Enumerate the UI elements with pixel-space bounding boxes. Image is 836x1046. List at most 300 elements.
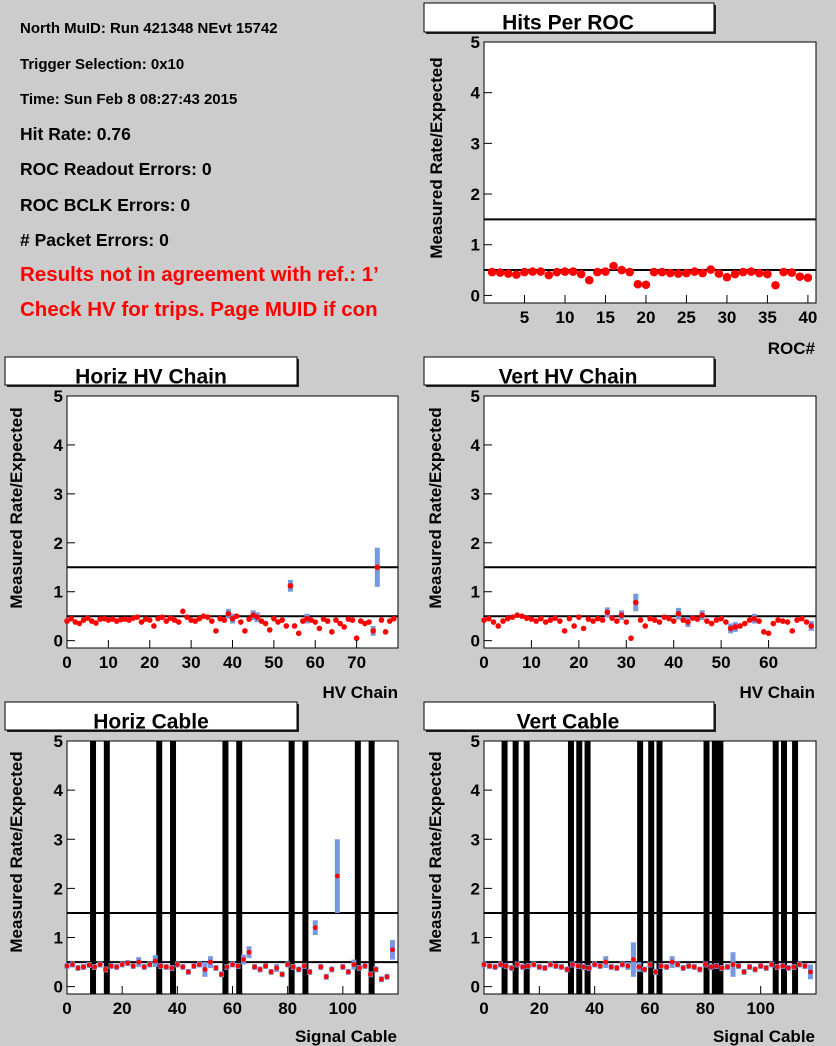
data-point [375,564,381,570]
data-point [585,276,594,285]
data-point [213,628,219,634]
x-tick-label: 100 [746,999,775,1018]
data-point [728,626,734,632]
data-point [733,624,739,630]
y-tick-label: 4 [470,435,480,455]
x-axis-label: HV Chain [739,683,815,702]
data-point [779,268,788,277]
data-point [114,965,119,970]
data-point [675,962,680,967]
y-tick-label: 3 [470,134,480,154]
data-point [267,627,273,633]
agreement-warning: Results not in agreement with ref.: 1’ [20,263,379,286]
data-point [742,621,748,627]
x-tick-label: 60 [759,653,779,672]
data-point [720,966,725,971]
x-tick-label: 50 [264,653,284,672]
x-tick-label: 20 [140,653,160,672]
data-point [504,964,509,969]
data-point [595,616,601,622]
data-point [764,966,769,971]
data-point [147,617,153,623]
data-point [565,967,570,972]
data-point [664,965,669,970]
data-point [246,616,252,622]
masked-channel-band [637,741,643,994]
data-point [221,617,227,623]
data-point [576,964,581,969]
data-point [92,965,97,970]
data-point [208,960,213,965]
data-point [496,268,505,277]
data-point [515,962,520,967]
data-point [628,635,634,641]
data-point [512,270,521,279]
y-tick-label: 2 [470,533,480,553]
data-point [385,974,390,979]
data-point [226,611,232,617]
data-point [379,977,384,982]
data-point [324,974,329,979]
y-tick-label: 0 [53,977,63,997]
data-point [559,965,564,970]
data-point [581,965,586,970]
data-point [803,964,808,969]
masked-channel-band [90,741,96,994]
data-point [603,960,608,965]
data-point [370,628,376,634]
data-point [335,874,340,879]
y-axis-label: Measured Rate/Expected [426,407,445,609]
data-point [609,615,615,621]
data-point [180,609,186,615]
data-point [554,964,559,969]
data-point [666,269,675,278]
y-tick-label: 3 [53,484,63,504]
y-tick-label: 5 [470,732,480,751]
data-point [488,268,497,277]
x-axis-label: HV Chain [322,683,398,702]
data-point [625,268,634,277]
data-point [797,962,802,967]
data-point [312,619,318,625]
masked-channel-band [576,741,582,994]
data-point [76,966,81,971]
x-tick-label: 30 [181,653,201,672]
data-point [666,616,672,622]
data-point [87,963,92,968]
plot-title: Horiz Cable [93,710,209,734]
data-point [601,267,610,276]
plot-panel-1 [424,3,817,358]
plot-frame [484,42,816,303]
x-tick-label: 10 [98,653,118,672]
data-point [771,281,780,290]
y-tick-label: 1 [53,928,63,948]
data-point [620,962,625,967]
x-tick-label: 50 [711,653,731,672]
data-point [761,629,767,635]
data-point [526,964,531,969]
data-point [481,617,487,623]
data-point [504,269,513,278]
data-point [509,966,514,971]
x-axis-label: Signal Cable [712,1027,815,1046]
data-point [775,965,780,970]
data-point [225,965,230,970]
data-point [374,967,379,972]
data-point [368,972,373,977]
data-point [752,616,758,622]
data-point [346,969,351,974]
data-point [255,614,261,620]
plot-title: Horiz HV Chain [75,365,227,389]
masked-channel-band [568,741,574,994]
data-point [804,619,810,625]
data-point [486,616,492,622]
data-point [690,615,696,621]
data-point [520,965,525,970]
data-point [524,615,530,621]
roc-bclk-errors-line: ROC BCLK Errors: 0 [20,195,191,215]
data-point [763,270,772,279]
data-point [661,614,667,620]
data-point [283,623,289,629]
data-point [296,967,301,972]
data-point [590,618,596,624]
data-point [325,618,331,624]
data-point [151,623,157,629]
data-point [571,623,577,629]
y-tick-label: 5 [470,33,480,52]
data-point [147,962,152,967]
data-point [593,268,602,277]
data-point [390,947,395,952]
data-point [659,964,664,969]
masked-channel-band [513,741,519,994]
data-point [699,612,705,618]
x-tick-label: 40 [664,653,684,672]
x-tick-label: 60 [640,999,660,1018]
x-tick-label: 5 [519,308,530,327]
data-point [780,618,786,624]
y-tick-label: 0 [53,631,63,651]
masked-channel-band [792,741,798,994]
data-point [557,618,563,624]
data-point [714,964,719,969]
x-tick-label: 60 [305,653,325,672]
masked-channel-band [704,741,710,994]
plot-panel-5 [424,702,816,1046]
data-point [482,962,487,967]
data-point [569,267,578,276]
x-tick-label: 40 [167,999,187,1018]
data-point [288,583,294,589]
data-point [709,621,715,627]
data-point [567,616,573,622]
data-point [638,617,644,623]
data-point [789,628,795,634]
data-point [598,964,603,969]
data-point [791,965,796,970]
data-point [379,617,385,623]
data-point [350,617,356,623]
y-tick-label: 0 [470,977,480,997]
x-tick-label: 0 [62,653,72,672]
data-point [125,961,130,966]
data-point [658,268,667,277]
data-point [291,965,296,970]
data-point [131,964,136,969]
y-tick-label: 0 [470,631,480,651]
x-tick-label: 100 [328,999,358,1018]
data-point [648,962,653,967]
data-point [313,925,318,930]
data-point [780,964,785,969]
hit-rate-line: Hit Rate: 0.76 [20,124,131,144]
x-tick-label: 40 [585,999,605,1018]
data-point [234,613,240,619]
data-point [544,271,553,280]
packet-errors-line: # Packet Errors: 0 [20,230,169,250]
data-point [351,962,356,967]
x-tick-label: 25 [676,308,696,327]
data-point [747,617,753,623]
data-point [269,969,274,974]
y-tick-label: 5 [53,732,63,751]
masked-channel-band [781,741,787,994]
data-point [697,967,702,972]
data-point [214,966,219,971]
data-point [203,967,208,972]
y-tick-label: 0 [470,286,480,306]
masked-channel-band [712,741,718,994]
data-point [230,962,235,967]
data-point [279,617,285,623]
masked-channel-band [222,741,228,994]
x-tick-label: 20 [569,653,589,672]
data-point [164,965,169,970]
plot-title: Vert Cable [516,710,620,734]
y-tick-label: 3 [53,830,63,850]
plot-frame [67,396,398,648]
masked-channel-band [170,741,176,994]
data-point [786,966,791,971]
data-point [538,616,544,622]
data-point [718,616,724,622]
data-point [528,267,537,276]
masked-channel-band [289,741,295,994]
masked-channel-band [585,741,591,994]
data-point [531,962,536,967]
data-point [731,962,736,967]
data-point [357,966,362,971]
data-point [756,618,762,624]
hv-trip-warning: Check HV for trips. Page MUID if con [20,298,378,321]
data-point [197,962,202,967]
data-point [614,966,619,971]
data-point [120,962,125,967]
data-point [491,619,497,625]
masked-channel-band [104,741,110,994]
x-tick-label: 0 [479,999,489,1018]
data-point [731,270,740,279]
data-point [498,962,503,967]
data-point [383,629,389,635]
x-tick-label: 30 [616,653,636,672]
data-point [682,269,691,278]
data-point [695,616,701,622]
data-point [109,964,114,969]
plot-panel-2 [5,357,398,702]
y-tick-label: 4 [470,83,480,103]
y-tick-label: 1 [470,235,480,255]
data-point [70,962,75,967]
data-point [631,957,636,962]
data-point [252,965,257,970]
x-tick-label: 80 [278,999,298,1018]
x-tick-label: 40 [798,308,818,327]
data-point [514,612,520,618]
data-point [769,962,774,967]
data-point [577,270,586,279]
y-tick-label: 3 [470,484,480,504]
data-point [808,969,813,974]
data-point [292,623,298,629]
x-tick-label: 0 [479,653,489,672]
data-point [153,959,158,964]
data-point [363,964,368,969]
data-point [723,619,729,625]
data-point [808,623,814,629]
data-point [263,621,269,627]
data-point [553,268,562,277]
data-point [625,964,630,969]
data-point [747,965,752,970]
data-point [98,962,103,967]
masked-channel-band [302,741,308,994]
data-point [771,621,777,627]
data-point [142,965,147,970]
data-point [698,269,707,278]
data-point [617,266,626,275]
data-point [576,614,582,620]
data-point [302,964,307,969]
data-point [533,618,539,624]
data-point [307,969,312,974]
y-tick-label: 4 [53,781,63,801]
data-point [500,618,506,624]
data-point [258,967,263,972]
data-point [787,268,796,277]
data-point [587,966,592,971]
data-point [136,960,141,965]
y-tick-label: 5 [53,387,63,406]
x-tick-label: 20 [636,308,656,327]
masked-channel-band [502,741,508,994]
data-point [758,964,763,969]
data-point [329,967,334,972]
data-point [753,967,758,972]
data-point [552,615,558,621]
masked-channel-band [773,741,779,994]
data-point [247,950,252,955]
data-point [657,619,663,625]
data-point [681,966,686,971]
data-point [619,612,625,618]
masked-channel-band [369,741,375,994]
masked-channel-band [355,741,361,994]
data-point [176,619,182,625]
data-point [670,960,675,965]
data-point [205,614,211,620]
data-point [714,617,720,623]
data-point [93,620,99,626]
data-point [650,268,659,277]
data-point [329,629,335,635]
data-point [238,619,244,625]
masked-channel-band [657,741,663,994]
data-point [674,269,683,278]
data-point [671,618,677,624]
data-point [799,616,805,622]
data-point [623,619,629,625]
data-point [391,616,397,622]
data-point [263,964,268,969]
y-tick-label: 4 [470,781,480,801]
data-point [495,623,501,629]
data-point [318,965,323,970]
data-point [505,616,511,622]
data-point [536,267,545,276]
x-tick-label: 10 [555,308,575,327]
y-tick-label: 2 [470,185,480,205]
data-point [81,965,86,970]
y-tick-label: 1 [53,582,63,602]
y-tick-label: 1 [470,928,480,948]
data-point [242,628,248,634]
data-point [747,267,756,276]
data-point [236,964,241,969]
data-point [737,623,743,629]
data-point [637,965,642,970]
data-point [548,962,553,967]
time-line: Time: Sun Feb 8 08:27:43 2015 [20,91,238,108]
plot-frame [67,741,398,994]
data-point [274,966,279,971]
data-point [180,965,185,970]
x-tick-label: 20 [529,999,549,1018]
y-axis-label: Measured Rate/Expected [426,751,445,953]
y-axis-label: Measured Rate/Expected [427,57,446,259]
data-point [561,267,570,276]
data-point [703,962,708,967]
data-point [493,965,498,970]
masked-channel-band [648,741,654,994]
data-point [285,962,290,967]
data-point [685,619,691,625]
y-tick-label: 5 [470,387,480,406]
plot-title: Hits Per ROC [502,11,634,35]
data-point [542,966,547,971]
data-point [487,964,492,969]
plot-panel-4 [5,702,398,1046]
y-tick-label: 2 [53,879,63,899]
masked-channel-band [524,741,530,994]
data-point [676,611,682,617]
data-point [175,962,180,967]
x-tick-label: 20 [112,999,132,1018]
